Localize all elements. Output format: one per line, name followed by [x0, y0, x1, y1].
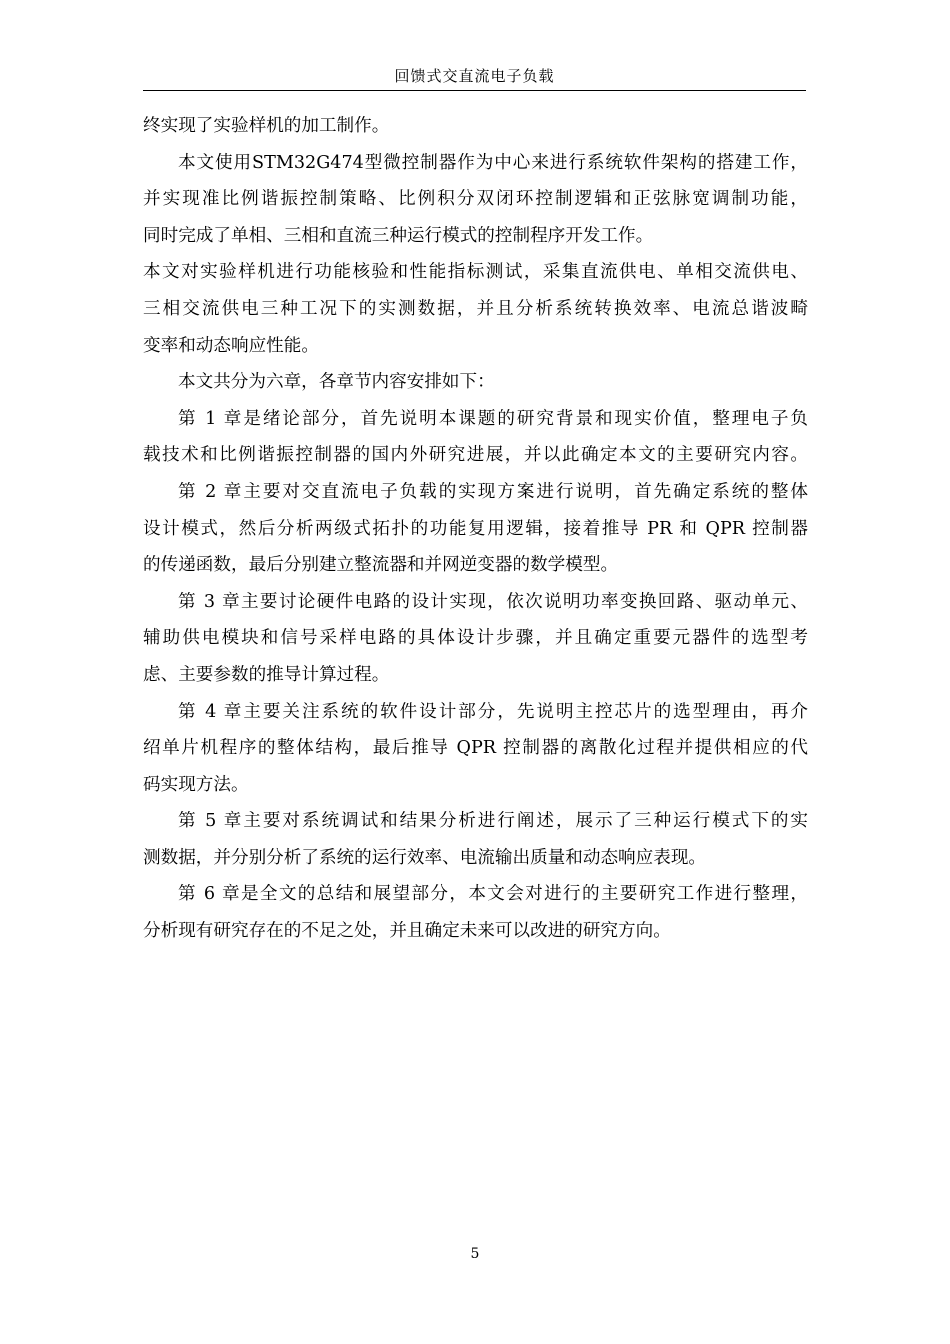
- text-line: 设计模式，然后分析两级式拓扑的功能复用逻辑，接着推导 PR 和 QPR 控制器: [143, 518, 808, 539]
- text-line: 第 4 章主要关注系统的软件设计部分，先说明主控芯片的选型理由，再介: [178, 701, 808, 722]
- text-line: 本文使用STM32G474型微控制器作为中心来进行系统软件架构的搭建工作，: [178, 152, 808, 173]
- text-line: 本文对实验样机进行功能核验和性能指标测试，采集直流供电、单相交流供电、: [143, 262, 808, 283]
- running-header: 回馈式交直流电子负载: [143, 66, 806, 91]
- text-line: 第 3 章主要讨论硬件电路的设计实现，依次说明功率变换回路、驱动单元、: [178, 591, 808, 612]
- text-line: 码实现方法。: [143, 774, 249, 795]
- text-line: 载技术和比例谐振控制器的国内外研究进展，并以此确定本文的主要研究内容。: [143, 445, 808, 466]
- text-line: 同时完成了单相、三相和直流三种运行模式的控制程序开发工作。: [143, 225, 654, 246]
- text-line: 第 2 章主要对交直流电子负载的实现方案进行说明，首先确定系统的整体: [178, 481, 808, 502]
- body-text: [143, 108, 808, 950]
- text-line: 分析现有研究存在的不足之处，并且确定未来可以改进的研究方向。: [143, 921, 671, 942]
- text-line: 绍单片机程序的整体结构，最后推导 QPR 控制器的离散化过程并提供相应的代: [143, 738, 808, 759]
- text-line: 本文共分为六章，各章节内容安排如下：: [178, 372, 495, 393]
- page-number: 5: [470, 1246, 480, 1262]
- text-line: 第 5 章主要对系统调试和结果分析进行阐述，展示了三种运行模式下的实: [178, 811, 808, 832]
- text-line: 第 1 章是绪论部分，首先说明本课题的研究背景和现实价值，整理电子负: [178, 408, 808, 429]
- text-line: 并实现准比例谐振控制策略、比例积分双闭环控制逻辑和正弦脉宽调制功能，: [143, 189, 808, 210]
- text-line: 终实现了实验样机的加工制作。: [143, 116, 390, 136]
- text-line: 变率和动态响应性能。: [143, 335, 319, 356]
- text-line: 的传递函数，最后分别建立整流器和并网逆变器的数学模型。: [143, 555, 619, 576]
- text-line: 虑、主要参数的推导计算过程。: [143, 664, 390, 685]
- text-line: 辅助供电模块和信号采样电路的具体设计步骤，并且确定重要元器件的选型考: [143, 628, 808, 649]
- text-line: 测数据，并分别分析了系统的运行效率、电流输出质量和动态响应表现。: [143, 847, 707, 868]
- text-line: 三相交流供电三种工况下的实测数据，并且分析系统转换效率、电流总谐波畸: [143, 298, 808, 319]
- text-line: 第 6 章是全文的总结和展望部分，本文会对进行的主要研究工作进行整理，: [178, 884, 808, 905]
